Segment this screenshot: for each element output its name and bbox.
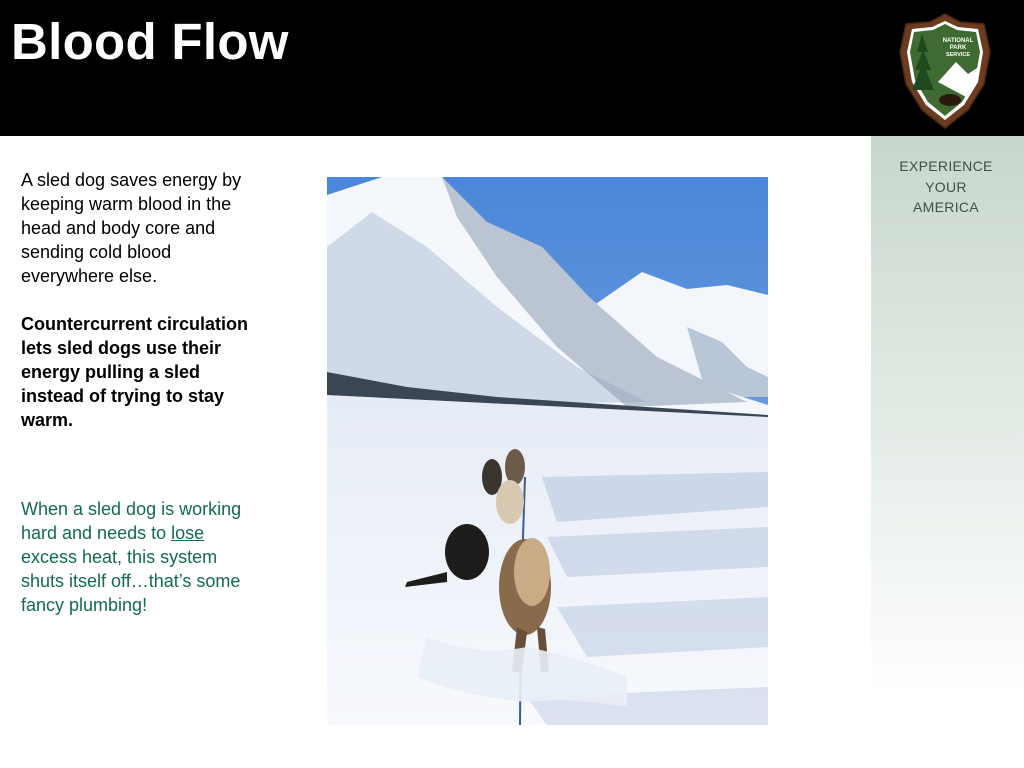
tagline-line1: EXPERIENCE [899,158,993,174]
logo-text-line2: PARK [949,45,967,51]
paragraph-heat-loss-end: excess heat, this system shuts itself off…that’s some fancy plumbing! [21,547,241,615]
underlined-word-lose: lose [171,523,205,543]
paragraph-heat-loss [21,497,253,617]
paragraph-heat-loss-start: When a sled dog is working hard and needs to [21,499,242,543]
paragraph-energy: A sled dog saves energy by keeping warm blood in the head and body core and sending cold blood everywhere else. [21,170,242,286]
slide-title: Blood Flow [11,13,289,70]
nps-arrowhead-logo [898,12,992,130]
tagline-line3: AMERICA [913,199,979,215]
logo-text-line1: NATIONAL [942,38,974,44]
logo-text-line3: SERVICE [945,52,971,58]
tagline [871,156,1021,218]
sled-dog-team-photo [327,177,768,725]
tagline-line2: YOUR [925,178,967,195]
paragraph-countercurrent: Countercurrent circulation lets sled dogs use their energy pulling a sled instead of trying to stay warm. [21,314,249,430]
body-text-column [21,168,253,617]
slide-header [0,0,1024,136]
side-gradient-band [871,136,1024,696]
